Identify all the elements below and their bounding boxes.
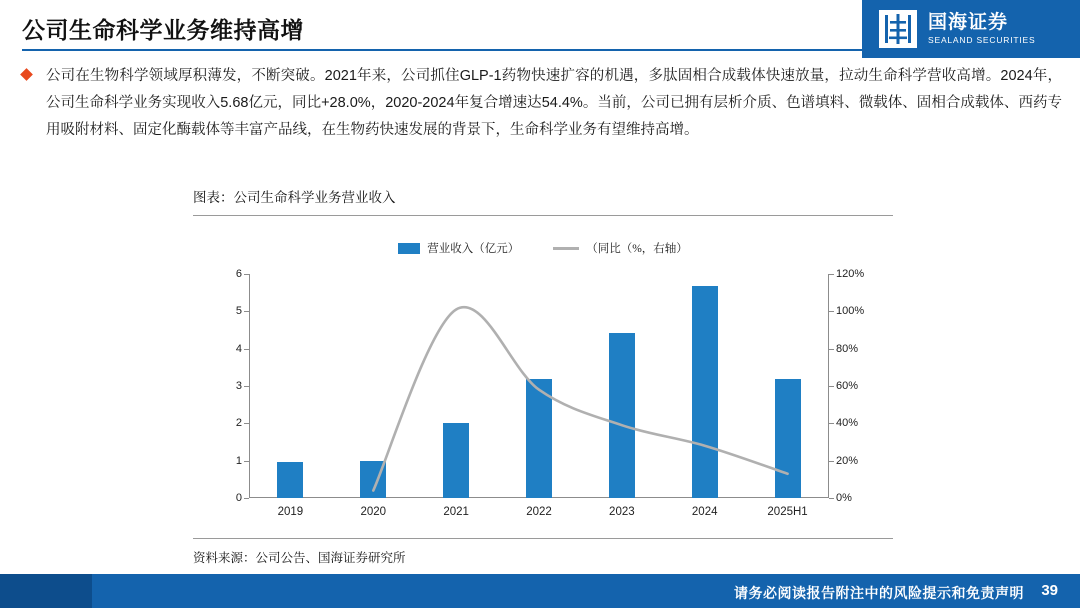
y-axis-tick-label: 2 (235, 417, 242, 430)
brand-name-cn: 国海证券 (928, 11, 1009, 33)
x-axis-tick-label: 2021 (443, 506, 469, 518)
chart-source (193, 538, 893, 566)
chart-line-series (249, 274, 829, 498)
y2-axis-tick (829, 498, 834, 499)
chart-title-divider (193, 215, 893, 216)
slide-header (0, 0, 1080, 58)
brand-text (928, 13, 1035, 46)
y2-axis-tick-label: 0% (836, 492, 852, 504)
chart-plot-area (193, 270, 893, 525)
sealand-logo-icon (878, 9, 918, 49)
y2-axis-tick (829, 349, 834, 350)
x-axis-tick-label: 2024 (691, 506, 718, 518)
y2-axis-tick-label: 100% (836, 305, 865, 318)
y2-axis-tick-label: 60% (836, 380, 859, 392)
y-axis-tick-label: 5 (235, 305, 242, 318)
brand-name-en: SEALAND SECURITIES (928, 35, 1036, 46)
diamond-bullet-icon (20, 68, 33, 81)
legend-bar-swatch-icon (398, 243, 420, 254)
legend-item-bar (398, 240, 519, 256)
chart-container (193, 186, 893, 571)
chart-title: 图表：公司生命科学业务营业收入 (193, 190, 396, 205)
bullet-text: 公司在生物科学领域厚积薄发，不断突破。2021年来，公司抓住GLP-1药物快速扩容的机遇，多肽固相合成载体快速放量，拉动生命科学营收高增。2024年，公司生命科学业务实现收入5.68亿元，同比+28.0%，2020-2024年复合增速达54.4%。当前，公司已拥有层析介质、色谱填料、微载体、固相合成载体、西药专用吸附材料、固定化酶载体等丰富产品线，在生物药快速发展的背景下，生命科学业务有望维持高增。 (46, 68, 1062, 138)
x-axis-tick-label: 2020 (360, 506, 387, 518)
x-axis-tick-label: 2025H1 (767, 506, 808, 518)
source-text: 资料来源：公司公告、国海证券研究所 (193, 551, 406, 565)
y2-axis-tick (829, 386, 834, 387)
y-axis-tick-label: 1 (235, 454, 242, 467)
footer-disclaimer: 请务必阅读报告附注中的风险提示和免责声明 (734, 585, 1024, 601)
slide-footer (0, 574, 1080, 608)
legend-label-bar: 营业收入（亿元） (427, 243, 520, 255)
y2-axis-tick-label: 80% (836, 342, 859, 355)
y2-axis-tick (829, 311, 834, 312)
bullet-paragraph (22, 63, 1062, 143)
page-title: 公司生命科学业务维持高增 (22, 17, 304, 43)
legend-label-line: （同比（%，右轴） (586, 243, 688, 255)
y2-axis-tick-label: 120% (836, 268, 865, 280)
y-axis-tick-label: 6 (235, 268, 242, 280)
y-axis-tick (244, 498, 249, 499)
legend-item-line (553, 240, 688, 256)
y-axis-tick-label: 3 (235, 380, 242, 392)
source-divider (193, 538, 893, 539)
y-axis-tick-label: 4 (235, 342, 242, 355)
x-axis-tick-label: 2023 (609, 506, 635, 518)
legend-line-swatch-icon (553, 247, 579, 250)
chart-legend (193, 240, 893, 256)
y2-axis-tick-label: 20% (836, 454, 859, 467)
x-axis-tick-label: 2022 (526, 506, 552, 518)
x-axis-tick-label: 2019 (277, 506, 304, 518)
y2-axis-tick (829, 461, 834, 462)
y-axis-tick-label: 0 (235, 492, 242, 504)
y2-axis-tick (829, 423, 834, 424)
brand-logo (862, 0, 1080, 58)
chart-plot (235, 268, 865, 518)
y2-axis-tick (829, 274, 834, 275)
page-number: 39 (1041, 582, 1058, 599)
y2-axis-tick-label: 40% (836, 417, 859, 430)
header-divider (22, 49, 862, 51)
